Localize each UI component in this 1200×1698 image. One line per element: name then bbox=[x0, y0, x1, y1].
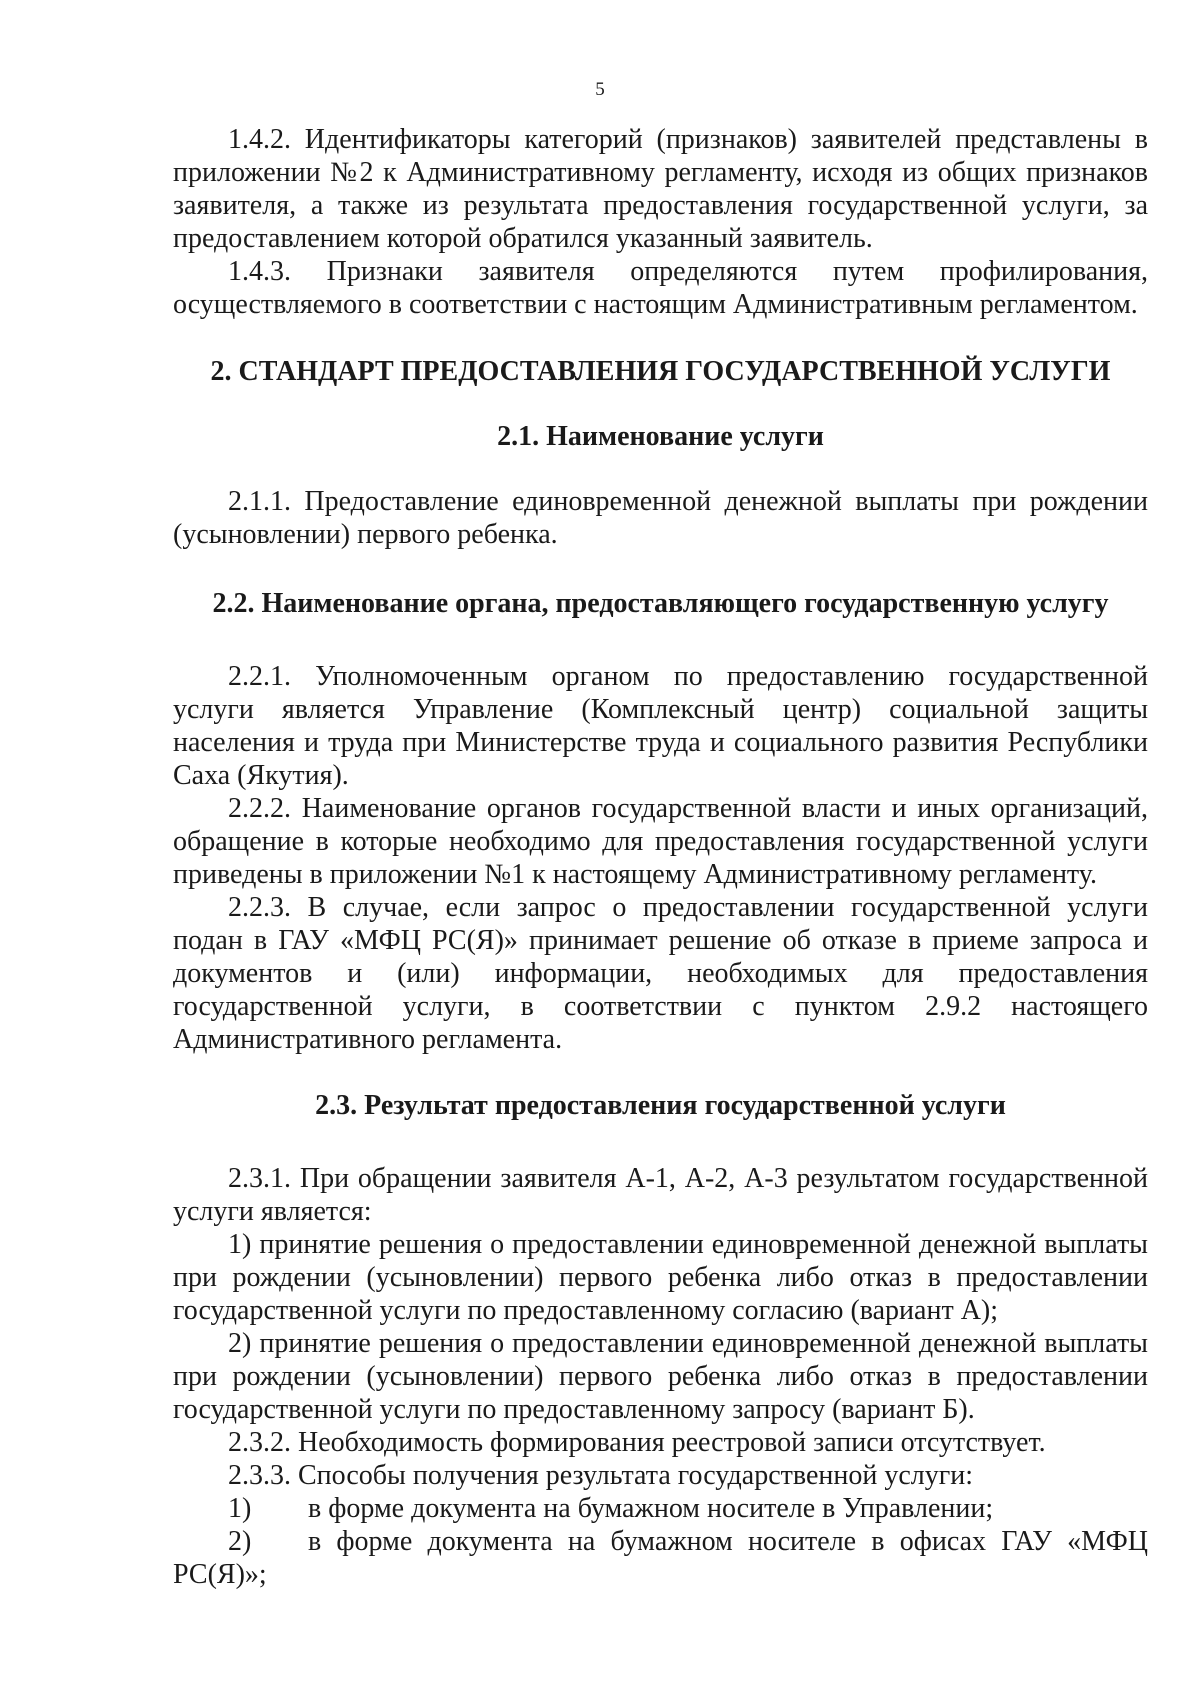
paragraph-2-3-2: 2.3.2. Необходимость формирования реестровой записи отсутствует. bbox=[228, 1427, 1046, 1458]
paragraph-2-3-1: 2.3.1. При обращении заявителя А-1, А-2, А-3 результатом государственной услуги является: bbox=[173, 1163, 1148, 1227]
paragraph-2-3-1-item-1: 1) принятие решения о предоставлении единовременной денежной выплаты при рождении (усыновлении) первого ребенка либо отказ в предоставлении государственной услуги по предоставленному согласию (вариант А); bbox=[173, 1229, 1148, 1326]
list-item-1-text: в форме документа на бумажном носителе в Управлении; bbox=[308, 1493, 994, 1524]
document-body bbox=[173, 123, 1148, 1591]
paragraph-2-2-2: 2.2.2. Наименование органов государственной власти и иных организаций, обращение в которые необходимо для предоставления государственной услуги приведены в приложении №1 к настоящему Административному регламенту. bbox=[173, 793, 1148, 890]
list-item-1 bbox=[173, 1492, 1148, 1525]
paragraph-2-2-3: 2.2.3. В случае, если запрос о предоставлении государственной услуги подан в ГАУ «МФЦ РС(Я)» принимает решение об отказе в приеме запроса и документов и (или) информации, необходимых для предоставления государственной услуги, в соответствии с пунктом 2.9.2 настоящего Административного регламента. bbox=[173, 892, 1148, 1055]
paragraph-2-3-1-item-2: 2) принятие решения о предоставлении единовременной денежной выплаты при рождении (усыновлении) первого ребенка либо отказ в предоставлении государственной услуги по предоставленному запросу (вариант Б). bbox=[173, 1328, 1148, 1425]
section-heading-2: 2. СТАНДАРТ ПРЕДОСТАВЛЕНИЯ ГОСУДАРСТВЕННОЙ УСЛУГИ bbox=[210, 356, 1111, 387]
paragraph-1-4-2: 1.4.2. Идентификаторы категорий (признаков) заявителей представлены в приложении №2 к Административному регламенту, исходя из общих признаков заявителя, а также из результата предоставления государственной услуги, за предоставлением которой обратился указанный заявитель. bbox=[173, 124, 1148, 254]
list-item-2-text: в форме документа на бумажном носителе в офисах ГАУ «МФЦ РС(Я)»; bbox=[173, 1526, 1148, 1590]
list-item-2 bbox=[173, 1525, 1148, 1591]
subsection-heading-2-3: 2.3. Результат предоставления государственной услуги bbox=[315, 1090, 1006, 1121]
subsection-heading-2-2: 2.2. Наименование органа, предоставляющего государственную услугу bbox=[212, 588, 1109, 619]
list-item-1-number: 1) bbox=[228, 1493, 252, 1524]
paragraph-2-1-1: 2.1.1. Предоставление единовременной денежной выплаты при рождении (усыновлении) первого ребенка. bbox=[173, 486, 1148, 550]
paragraph-2-2-1: 2.2.1. Уполномоченным органом по предоставлению государственной услуги является Управление (Комплексный центр) социальной защиты населения и труда при Министерстве труда и социального развития Республики Саха (Якутия). bbox=[173, 661, 1148, 791]
subsection-heading-2-1: 2.1. Наименование услуги bbox=[497, 421, 824, 452]
paragraph-2-3-3: 2.3.3. Способы получения результата государственной услуги: bbox=[228, 1460, 973, 1491]
page-number: 5 bbox=[595, 79, 605, 100]
list-item-2-number: 2) bbox=[228, 1526, 252, 1557]
paragraph-1-4-3: 1.4.3. Признаки заявителя определяются путем профилирования, осуществляемого в соответствии с настоящим Административным регламентом. bbox=[173, 256, 1148, 320]
